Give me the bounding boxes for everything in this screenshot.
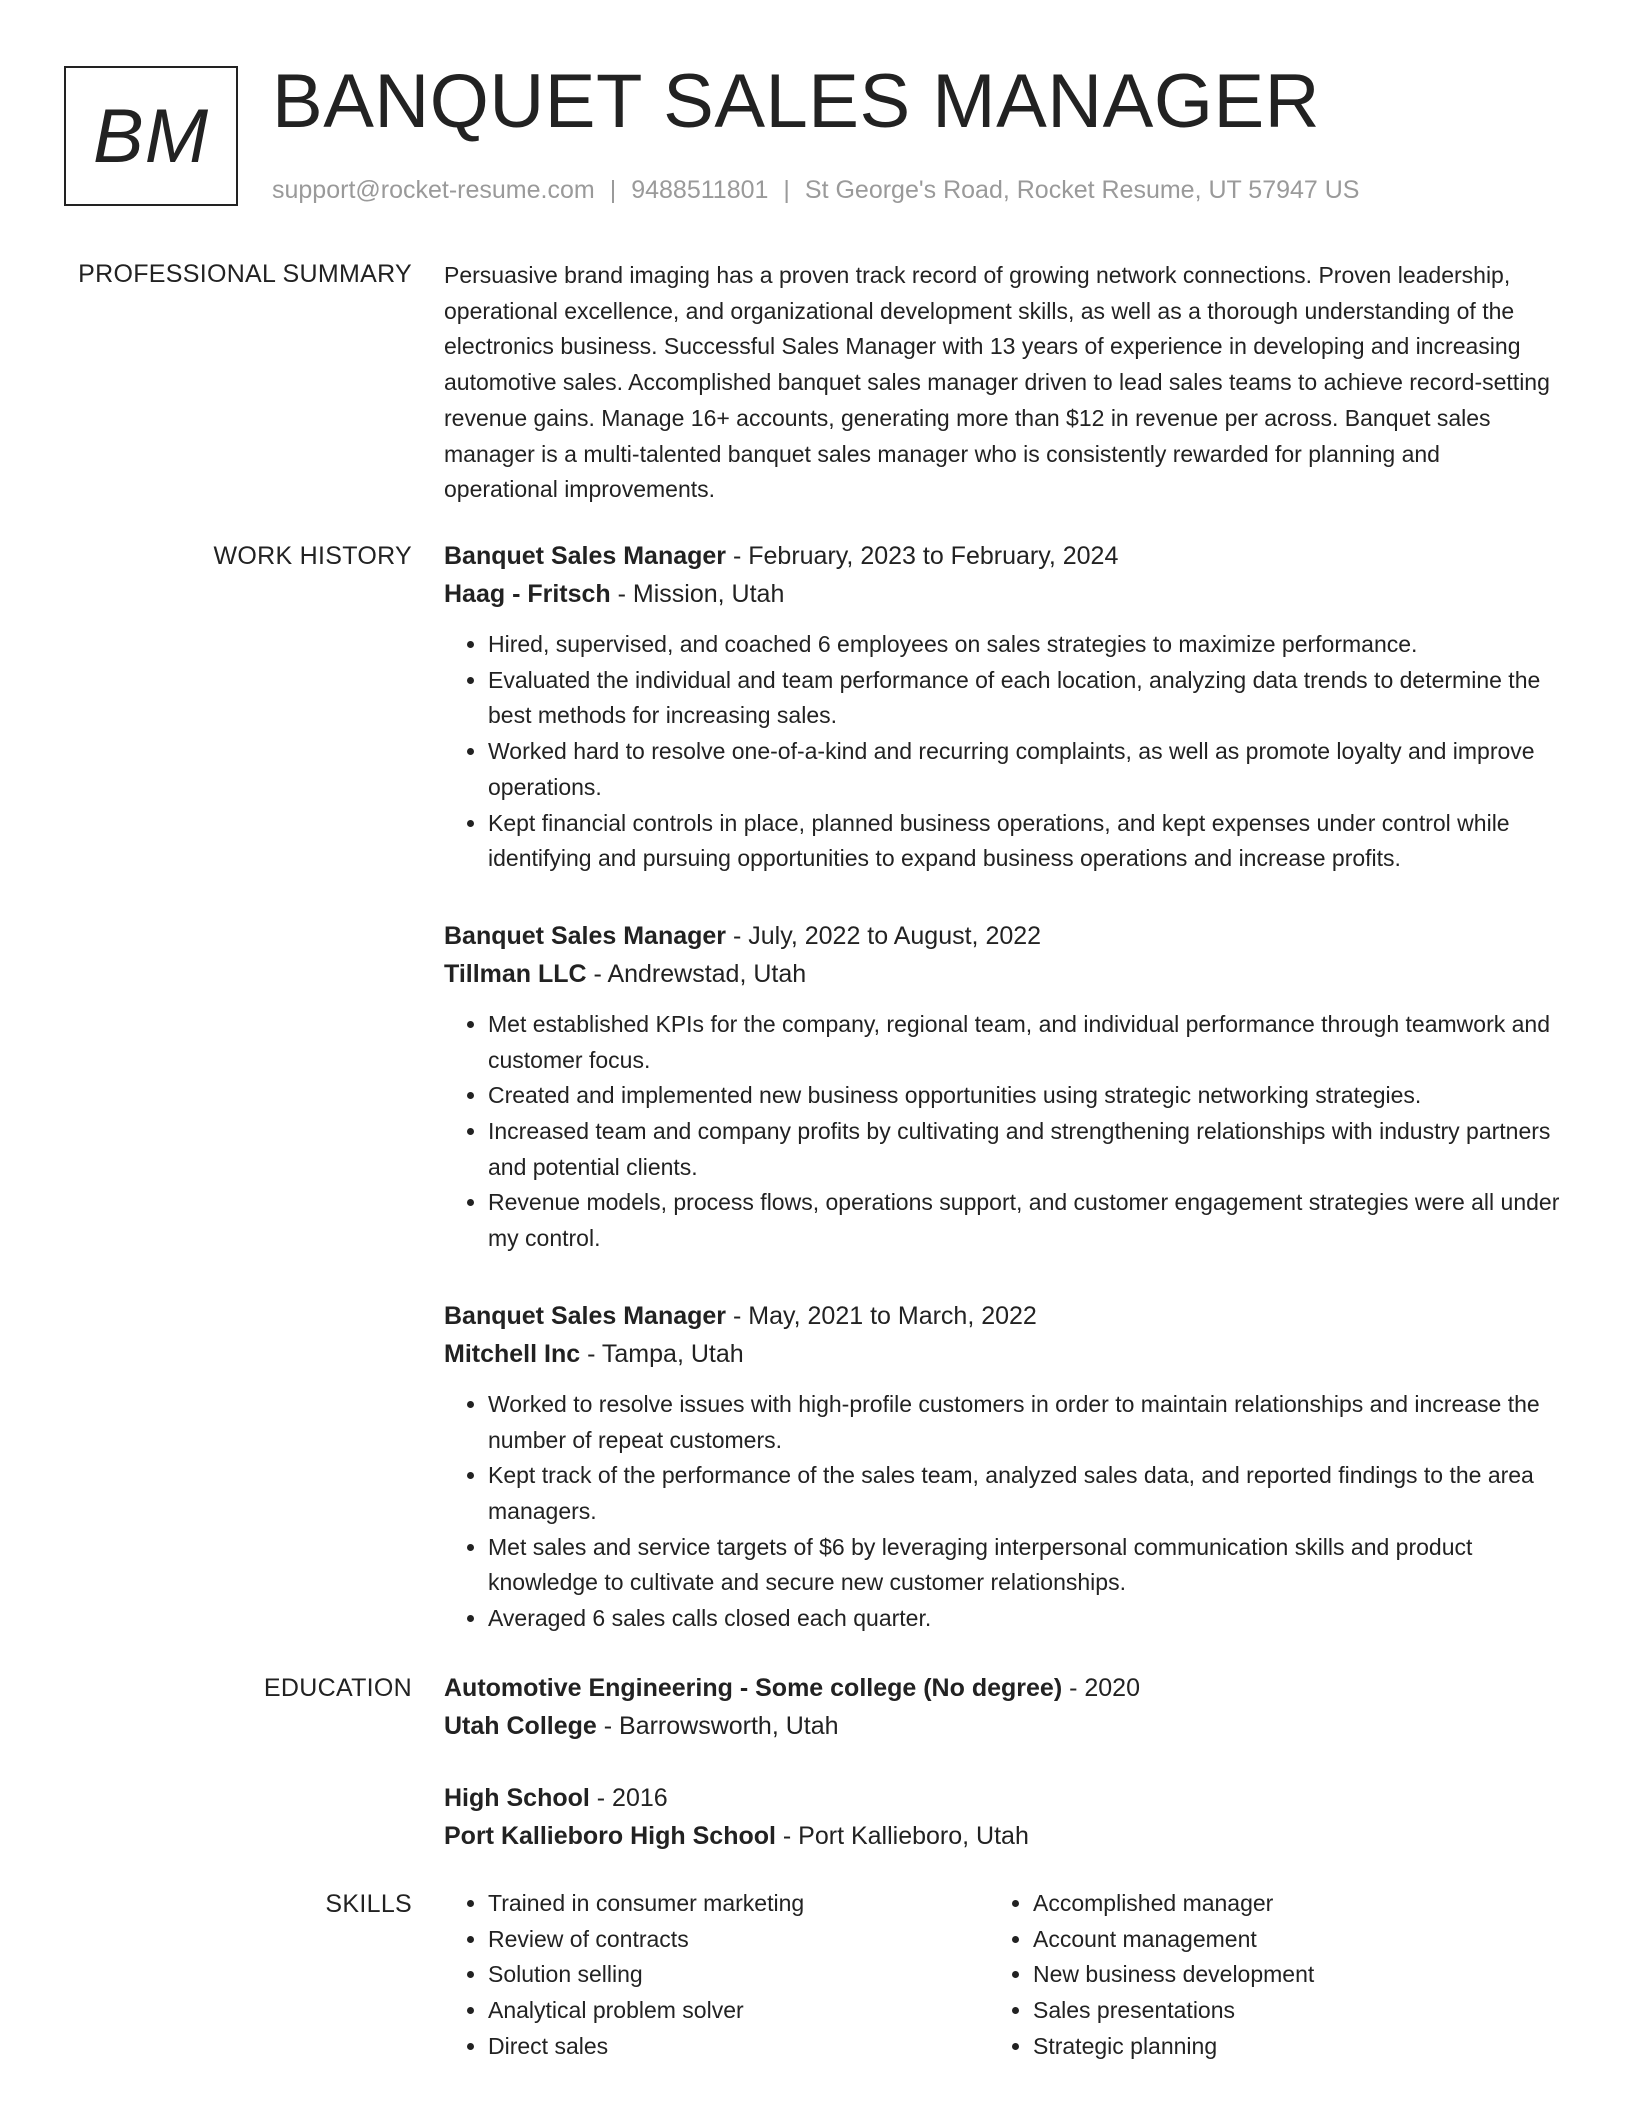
section-label-education: EDUCATION xyxy=(263,1674,412,1702)
education-school-line xyxy=(444,1817,1560,1855)
job-bullet: • Revenue models, process flows, operations support, and customer engagement strategies were all under my control. xyxy=(488,1185,1560,1256)
monogram-box xyxy=(64,66,238,206)
contact-separator: | xyxy=(783,176,790,204)
education-entry xyxy=(444,1779,1560,1855)
job-entry xyxy=(444,537,1560,877)
education-body xyxy=(444,1669,1560,1855)
company-line xyxy=(444,575,1560,613)
job-bullets xyxy=(444,627,1560,877)
contact-address: St George's Road, Rocket Resume, UT 57947 US xyxy=(804,176,1360,204)
company-name: Haag - Fritsch xyxy=(444,580,611,608)
job-bullet: • Kept financial controls in place, planned business operations, and kept expenses under control while identifying and pursuing opportunities to expand business operations and increase profits. xyxy=(488,806,1560,877)
job-bullets xyxy=(444,1007,1560,1257)
section-label-skills: SKILLS xyxy=(325,1890,412,1918)
education-school: Port Kallieboro High School xyxy=(444,1822,776,1850)
job-bullet: • Kept track of the performance of the sales team, analyzed sales data, and reported findings to the area managers. xyxy=(488,1458,1560,1529)
skill-item: • Direct sales xyxy=(488,2029,989,2065)
skill-item: • Trained in consumer marketing xyxy=(488,1886,989,1922)
section-label-summary: PROFESSIONAL SUMMARY xyxy=(78,260,412,288)
job-dates: - July, 2022 to August, 2022 xyxy=(726,921,1042,950)
job-bullet: • Created and implemented new business opportunities using strategic networking strategies. xyxy=(488,1078,1560,1114)
skill-item: • Review of contracts xyxy=(488,1922,989,1958)
section-label-work-history: WORK HISTORY xyxy=(213,542,412,570)
job-title-line xyxy=(444,1297,1560,1335)
work-history-body xyxy=(444,537,1560,1677)
education-school-line xyxy=(444,1707,1560,1745)
job-bullets xyxy=(444,1387,1560,1637)
company-line xyxy=(444,1335,1560,1373)
summary-text: Persuasive brand imaging has a proven track record of growing network connections. Proven leadership, operational excellence, and organizational development skills, as well as a thorough understanding of the electronics business. Successful Sales Manager with 13 years of experience in developing and increasing automotive sales. Accomplished banquet sales manager driven to lead sales teams to achieve record-setting revenue gains. Manage 16+ accounts, generating more than $12 in revenue per across. Banquet sales manager is a multi-talented banquet sales manager who is consistently rewarded for planning and operational improvements. xyxy=(444,262,1550,503)
company-name: Mitchell Inc xyxy=(444,1339,581,1368)
job-title: Banquet Sales Manager xyxy=(444,921,727,950)
company-name: Tillman LLC xyxy=(444,959,587,988)
job-bullet: • Hired, supervised, and coached 6 employees on sales strategies to maximize performance. xyxy=(488,627,1560,663)
summary-body xyxy=(444,258,1560,508)
education-degree: High School xyxy=(444,1784,590,1812)
education-degree-line xyxy=(444,1779,1560,1817)
resume-name: BANQUET SALES MANAGER xyxy=(272,59,1321,144)
job-title-line xyxy=(444,917,1560,955)
job-entry xyxy=(444,917,1560,1257)
company-location: - Tampa, Utah xyxy=(580,1339,744,1368)
education-degree-line xyxy=(444,1669,1560,1707)
education-location: - Barrowsworth, Utah xyxy=(596,1712,839,1740)
job-title: Banquet Sales Manager xyxy=(444,542,727,570)
job-bullet: • Evaluated the individual and team performance of each location, analyzing data trends to determine the best methods for increasing sales. xyxy=(488,663,1560,734)
skills-body xyxy=(444,1886,1560,2065)
skill-item: • Analytical problem solver xyxy=(488,1993,989,2029)
job-dates: - February, 2023 to February, 2024 xyxy=(726,542,1119,570)
job-bullet: • Worked to resolve issues with high-profile customers in order to maintain relationships and increase the number of repeat customers. xyxy=(488,1387,1560,1458)
company-location: - Mission, Utah xyxy=(610,580,785,608)
skills-list-left xyxy=(444,1886,989,2065)
monogram-initials: BM xyxy=(93,93,209,179)
contact-separator: | xyxy=(609,176,617,204)
skill-item: • Strategic planning xyxy=(1033,2029,1534,2065)
skills-list-right xyxy=(989,1886,1534,2065)
skill-item: • Sales presentations xyxy=(1033,1993,1534,2029)
skills-column-left xyxy=(444,1886,989,2065)
skill-item: • New business development xyxy=(1033,1957,1534,1993)
skill-item: • Account management xyxy=(1033,1922,1534,1958)
education-year: - 2016 xyxy=(589,1784,668,1812)
skills-column-right xyxy=(989,1886,1534,2065)
job-bullet: • Increased team and company profits by cultivating and strengthening relationships with industry partners and potential clients. xyxy=(488,1114,1560,1185)
job-dates: - May, 2021 to March, 2022 xyxy=(726,1301,1037,1330)
job-title: Banquet Sales Manager xyxy=(444,1301,727,1330)
skill-item: • Accomplished manager xyxy=(1033,1886,1534,1922)
contact-phone: 9488511801 xyxy=(631,176,769,204)
contact-line xyxy=(272,173,1359,207)
skill-item: • Solution selling xyxy=(488,1957,989,1993)
job-entry xyxy=(444,1297,1560,1637)
contact-email: support@rocket-resume.com xyxy=(272,176,595,204)
job-bullet: • Met established KPIs for the company, regional team, and individual performance through teamwork and customer focus. xyxy=(488,1007,1560,1078)
education-school: Utah College xyxy=(444,1712,597,1740)
skills-columns xyxy=(444,1886,1560,2065)
education-degree: Automotive Engineering - Some college (No degree) xyxy=(444,1674,1063,1702)
education-entry xyxy=(444,1669,1560,1745)
company-line xyxy=(444,955,1560,993)
education-location: - Port Kallieboro, Utah xyxy=(775,1822,1029,1850)
job-bullet: • Worked hard to resolve one-of-a-kind and recurring complaints, as well as promote loyalty and improve operations. xyxy=(488,734,1560,805)
education-year: - 2020 xyxy=(1062,1674,1140,1702)
job-bullet: • Averaged 6 sales calls closed each quarter. xyxy=(488,1601,1560,1637)
job-bullet: • Met sales and service targets of $6 by leveraging interpersonal communication skills and product knowledge to cultivate and secure new customer relationships. xyxy=(488,1530,1560,1601)
job-title-line xyxy=(444,537,1560,575)
company-location: - Andrewstad, Utah xyxy=(586,959,807,988)
